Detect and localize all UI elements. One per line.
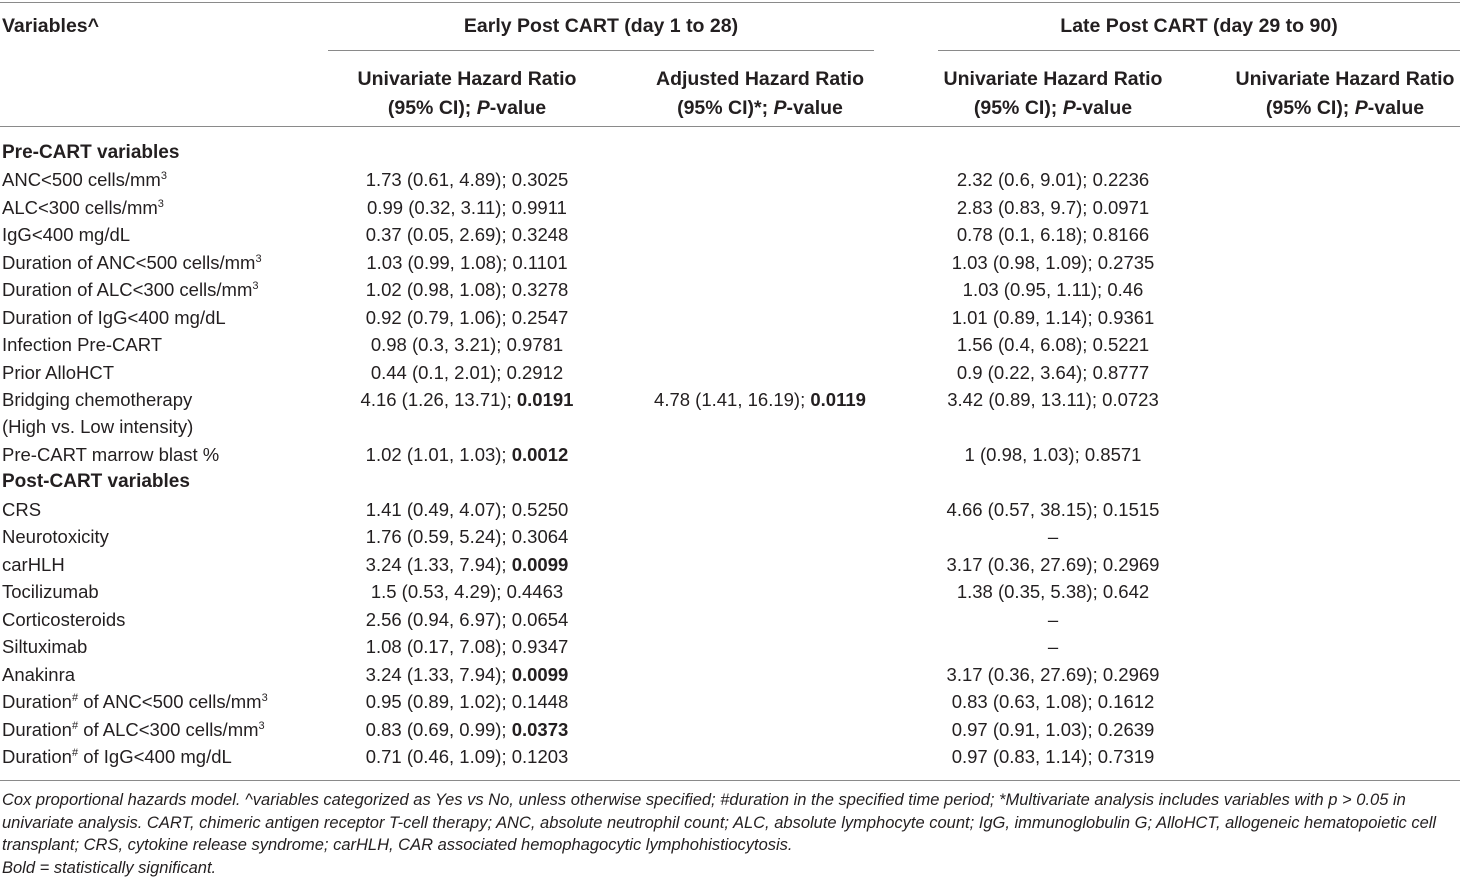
row-label: Prior AlloHCT [2, 362, 115, 383]
row-label: Duration of ALC<300 cells/$mm^3$ [2, 279, 259, 300]
late-univariate-value: 1.03 (0.98, 1.09); 0.2735 [951, 252, 1155, 273]
col4-header-line2: (95% CI); P-value [1265, 97, 1425, 119]
late-univariate-value: 0.97 (0.91, 1.03); 0.2639 [951, 719, 1155, 740]
early-univariate-value: 1.76 (0.59, 5.24); 0.3064 [365, 526, 569, 547]
col1-header-line2: (95% CI); P-value [387, 97, 547, 119]
late-group-rule [938, 50, 1460, 51]
early-univariate-value-significant: 0.0012 [511, 444, 569, 465]
late-univariate-value: 3.42 (0.89, 13.11); 0.0723 [947, 389, 1159, 410]
early-univariate-value: 1.02 (1.01, 1.03); 0.0012 [365, 444, 569, 465]
late-univariate-value: 1 (0.98, 1.03); 0.8571 [964, 444, 1142, 465]
row-label: Duration of ANC<500 cells/$mm^3$ [2, 252, 262, 273]
early-univariate-value: 0.71 (0.46, 1.09); 0.1203 [365, 746, 569, 767]
late-univariate-value: 1.03 (0.95, 1.11); 0.46 [962, 279, 1144, 300]
early-univariate-value: 1.08 (0.17, 7.08); 0.9347 [365, 636, 569, 657]
row-label: IgG<400 mg/dL [2, 224, 131, 245]
late-univariate-value: 1.56 (0.4, 6.08); 0.5221 [956, 334, 1150, 355]
footnote-bold-note: Bold = statistically significant. [2, 858, 217, 877]
early-univariate-value: 0.83 (0.69, 0.99); 0.0373 [365, 719, 569, 740]
early-univariate-value: 1.5 (0.53, 4.29); 0.4463 [370, 581, 564, 602]
late-univariate-value: 0.83 (0.63, 1.08); 0.1612 [951, 691, 1155, 712]
early-group-rule [328, 50, 874, 51]
row-label: Siltuximab [2, 636, 88, 657]
section-pre-cart: Pre-CART variables [2, 142, 180, 163]
header-bottom-rule [0, 126, 1460, 127]
early-univariate-value: 3.24 (1.33, 7.94); 0.0099 [365, 664, 569, 685]
late-univariate-value: 0.78 (0.1, 6.18); 0.8166 [956, 224, 1150, 245]
early-univariate-value: 0.98 (0.3, 3.21); 0.9781 [370, 334, 564, 355]
row-label-continued: (High vs. Low intensity) [2, 416, 194, 437]
late-univariate-value: – [1047, 636, 1059, 657]
col3-header-line1: Univariate Hazard Ratio [943, 68, 1163, 90]
row-label: Duration of IgG<400 mg/dL [2, 307, 226, 328]
row-label: Pre-CART marrow blast % [2, 444, 220, 465]
top-rule [0, 2, 1460, 3]
early-univariate-value: 2.56 (0.94, 6.97); 0.0654 [365, 609, 569, 630]
col2-header-line1: Adjusted Hazard Ratio [655, 68, 865, 90]
late-univariate-value: 0.9 (0.22, 3.64); 0.8777 [956, 362, 1150, 383]
row-label: Infection Pre-CART [2, 334, 163, 355]
early-univariate-value: 4.16 (1.26, 13.71); 0.0191 [360, 389, 574, 410]
col1-header [318, 65, 616, 123]
col2-header [612, 65, 908, 123]
early-adjusted-value: 4.78 (1.41, 16.19); 0.0119 [654, 389, 866, 410]
col3-header [904, 65, 1202, 123]
early-univariate-value: 3.24 (1.33, 7.94); 0.0099 [365, 554, 569, 575]
row-label: Tocilizumab [2, 581, 99, 602]
row-label: ANC<500 cells/$mm^3$ [2, 169, 167, 190]
footnote-text: Cox proportional hazards model. ^variables categorized as Yes vs No, unless otherwise specified; #duration in the specified time period; *Multivariate analysis includes variables with p > 0.05 in univariate analysis. CART, chimeric antigen receptor T-cell therapy; ANC, absolute neutrophil count; ALC, absolute lymphocyte count; IgG, immunoglobulin G; AlloHCT, allogeneic hematopoietic cell transplant; CRS, cytokine release syndrome; carHLH, CAR associated hemophagocytic lymphohistiocytosis. [2, 791, 1437, 854]
row-label: Neurotoxicity [2, 526, 109, 547]
early-univariate-value: 0.95 (0.89, 1.02); 0.1448 [365, 691, 569, 712]
row-label: Duration# of ALC<300 cells/$mm^3$ [2, 719, 265, 740]
early-univariate-value: 0.99 (0.32, 3.11); 0.9911 [367, 197, 567, 218]
variables-header: Variables^ [2, 15, 100, 37]
col3-header-line2: (95% CI); P-value [973, 97, 1133, 119]
section-post-cart: Post-CART variables [2, 471, 190, 492]
early-group-header: Early Post CART (day 1 to 28) [463, 15, 739, 37]
early-univariate-value-significant: 0.0373 [511, 719, 569, 740]
row-label: CRS [2, 499, 42, 520]
early-univariate-value: 1.02 (0.98, 1.08); 0.3278 [365, 279, 569, 300]
late-univariate-value: 0.97 (0.83, 1.14); 0.7319 [951, 746, 1155, 767]
late-univariate-value: 3.17 (0.36, 27.69); 0.2969 [946, 664, 1160, 685]
early-univariate-value: 1.41 (0.49, 4.07); 0.5250 [365, 499, 569, 520]
col1-header-line1: Univariate Hazard Ratio [357, 68, 577, 90]
col4-header-line1: Univariate Hazard Ratio [1235, 68, 1455, 90]
row-label: Duration# of ANC<500 cells/$mm^3$ [2, 691, 268, 712]
late-univariate-value: – [1047, 526, 1059, 547]
late-univariate-value: 1.01 (0.89, 1.14); 0.9361 [951, 307, 1155, 328]
early-univariate-value: 1.03 (0.99, 1.08); 0.1101 [366, 252, 568, 273]
late-univariate-value: 4.66 (0.57, 38.15); 0.1515 [946, 499, 1160, 520]
early-univariate-value: 1.73 (0.61, 4.89); 0.3025 [365, 169, 569, 190]
early-adjusted-value-significant: 0.0119 [810, 389, 866, 410]
col2-header-line2: (95% CI)*; P-value [677, 97, 843, 119]
late-univariate-value: 1.38 (0.35, 5.38); 0.642 [956, 581, 1150, 602]
late-univariate-value: 2.83 (0.83, 9.7); 0.0971 [956, 197, 1150, 218]
early-univariate-value: 0.37 (0.05, 2.69); 0.3248 [365, 224, 569, 245]
row-label: Duration# of IgG<400 mg/dL [2, 746, 232, 767]
early-univariate-value-significant: 0.0099 [511, 664, 569, 685]
late-group-header: Late Post CART (day 29 to 90) [1060, 15, 1338, 37]
row-label: Bridging chemotherapy [2, 389, 193, 410]
early-univariate-value-significant: 0.0191 [516, 389, 574, 410]
col4-header [1196, 65, 1460, 123]
table-footnote [2, 789, 1458, 879]
late-univariate-value: 2.32 (0.6, 9.01); 0.2236 [956, 169, 1150, 190]
table-bottom-rule [0, 780, 1460, 781]
row-label: Corticosteroids [2, 609, 126, 630]
late-univariate-value: 3.17 (0.36, 27.69); 0.2969 [946, 554, 1160, 575]
row-label: carHLH [2, 554, 65, 575]
early-univariate-value: 0.44 (0.1, 2.01); 0.2912 [370, 362, 564, 383]
row-label: ALC<300 cells/$mm^3$ [2, 197, 164, 218]
early-univariate-value: 0.92 (0.79, 1.06); 0.2547 [365, 307, 569, 328]
early-univariate-value-significant: 0.0099 [511, 554, 569, 575]
row-label: Anakinra [2, 664, 76, 685]
late-univariate-value: – [1047, 609, 1059, 630]
